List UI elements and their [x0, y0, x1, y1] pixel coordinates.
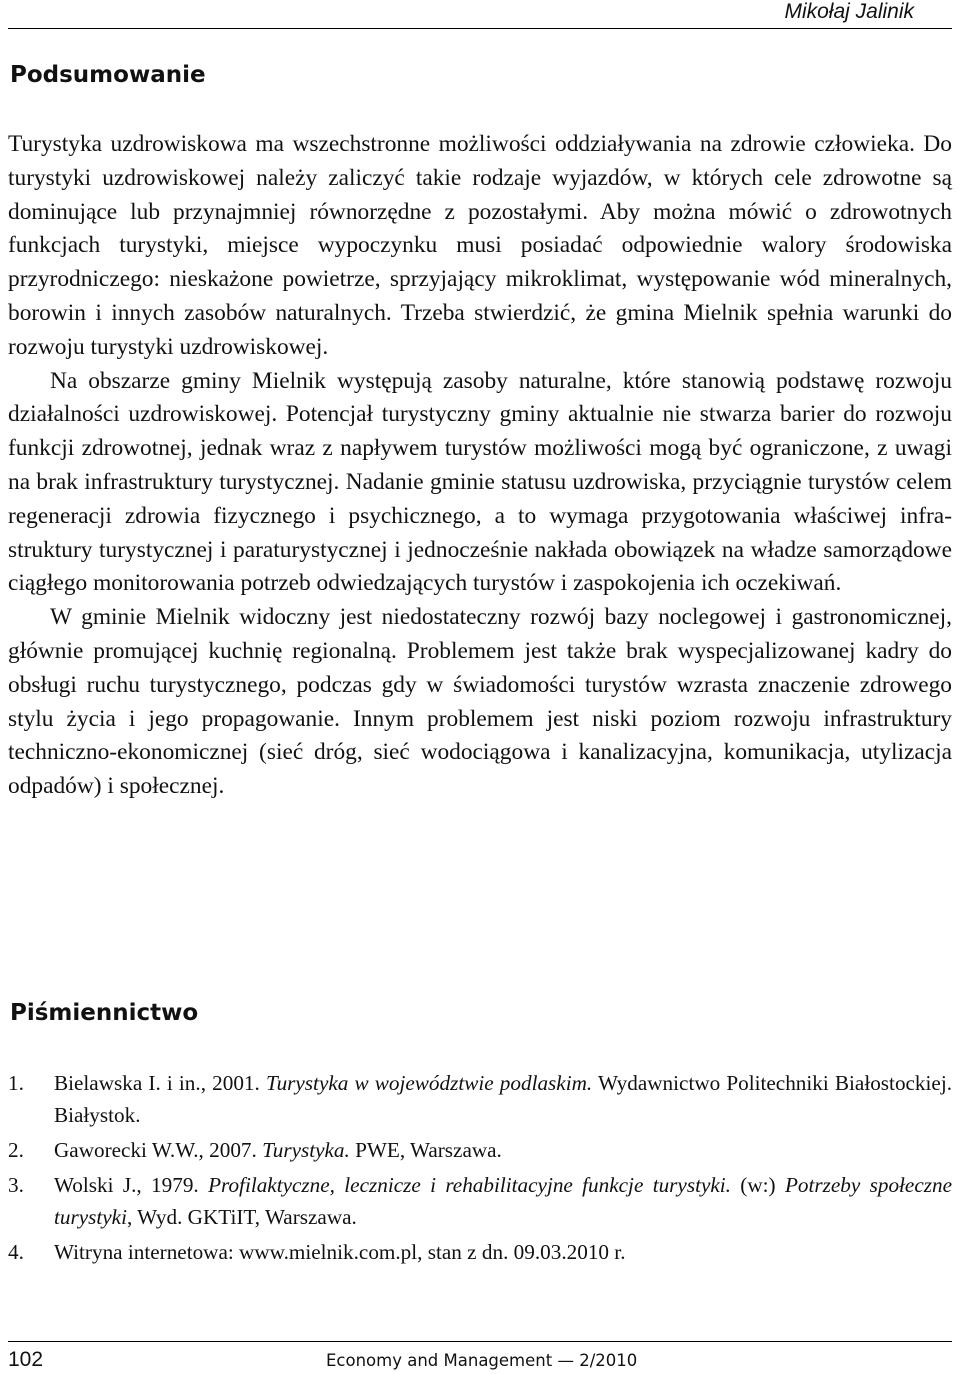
- reference-publisher: PWE, Warszawa.: [349, 1138, 502, 1162]
- header-rule: [8, 28, 952, 29]
- reference-in: (w:): [730, 1173, 785, 1197]
- reference-title: Turystyka.: [262, 1138, 350, 1162]
- journal-name: Economy and Management — 2/2010: [326, 1351, 638, 1370]
- reference-item: [8, 1067, 952, 1131]
- reference-item: [8, 1134, 952, 1166]
- reference-number: 2.: [8, 1138, 24, 1162]
- reference-title: Profilaktyczne, lecznicze i rehabilitacyjne funkcje turystyki.: [208, 1173, 731, 1197]
- reference-authors: Gaworecki W.W., 2007.: [54, 1138, 263, 1162]
- reference-authors: Bielawska I. i in., 2001.: [54, 1071, 266, 1095]
- reference-number: 4.: [8, 1240, 24, 1264]
- summary-paragraph-3: W gminie Mielnik widoczny jest niedostateczny rozwój bazy noclegowej i gastronomicznej, głównie promującej kuchnię regionalną. Problemem jest także brak wyspecjalizowanej kadry do obsługi ruchu turystycznego, podczas gdy w świadomości turystów wzrasta znaczenie zdrowego stylu życia i jego propagowanie. Innym problemem jest niski poziom rozwoju infrastruktury techniczno-ekonomicznej (sieć dróg, sieć wodociągowa i kanalizacyjna, komunikacja, utylizacja odpadów) i społecznej.: [8, 604, 952, 800]
- footer-rule: [8, 1341, 952, 1342]
- reference-publisher: , Wyd. GKTiIT, Warszawa.: [126, 1205, 357, 1229]
- page-number: 102: [8, 1348, 44, 1371]
- running-head-author: Mikołaj Jalinik: [784, 0, 914, 23]
- reference-item: [8, 1236, 952, 1268]
- reference-book-title: Potrzeby społeczne turystyki: [54, 1173, 952, 1229]
- reference-publisher: Wydawnictwo Politechniki Białostockiej. Białystok.: [54, 1071, 953, 1127]
- summary-paragraph-1: Turystyka uzdrowiskowa ma wszechstronne możliwości oddziaływania na zdrowie człowieka. Do turystyki uzdrowiskowej należy zaliczyć takie rodzaje wyjazdów, w których cele zdrowotne są dominujące lub przynajmniej równorzędne z pozostałymi. Aby można mówić o zdrowotnych funkcjach turystyki, miejsce wypoczynku musi posiadać odpowiednie walory środowiska przyrodniczego: nieskażone powietrze, sprzyjający mikroklimat, występowanie wód mineralnych, borowin i innych zasobów naturalnych. Trzeba stwierdzić, że gmina Mielnik spełnia warunki do rozwoju turystyki uzdrowiskowej.: [8, 131, 952, 360]
- summary-body: [8, 128, 952, 804]
- reference-number: 1.: [8, 1071, 24, 1095]
- reference-title: Turystyka w województwie podlaskim.: [265, 1071, 593, 1095]
- reference-list: [8, 1067, 952, 1271]
- section-title-references: Piśmiennictwo: [10, 1000, 199, 1026]
- reference-item: [8, 1169, 952, 1233]
- reference-website: Witryna internetowa: www.mielnik.com.pl, stan z dn. 09.03.2010 r.: [54, 1240, 626, 1264]
- reference-authors: Wolski J., 1979.: [54, 1173, 209, 1197]
- section-title-summary: Podsumowanie: [10, 62, 206, 88]
- summary-paragraph-2: Na obszarze gminy Mielnik występują zasoby naturalne, które stanowią podstawę rozwoju działalności uzdrowiskowej. Potencjał turystyczny gminy aktualnie nie stwarza barier do rozwoju funkcji zdrowotnej, jednak wraz z napływem turystów możliwości mogą być ograniczone, z uwagi na brak infrastruktury turystycznej. Nadanie gminie statusu uzdrowiska, przyciągnie turystów celem regeneracji zdrowia fizycznego i psychicznego, a to wymaga przygotowania właściwej infrastruktury turystycznej i paraturystycznej i jednocześnie nakłada obowiązek na władze samorządowe ciągłego monitorowania potrzeb odwiedzających turystów i zaspokojenia ich oczekiwań.: [8, 367, 952, 597]
- reference-number: 3.: [8, 1173, 24, 1197]
